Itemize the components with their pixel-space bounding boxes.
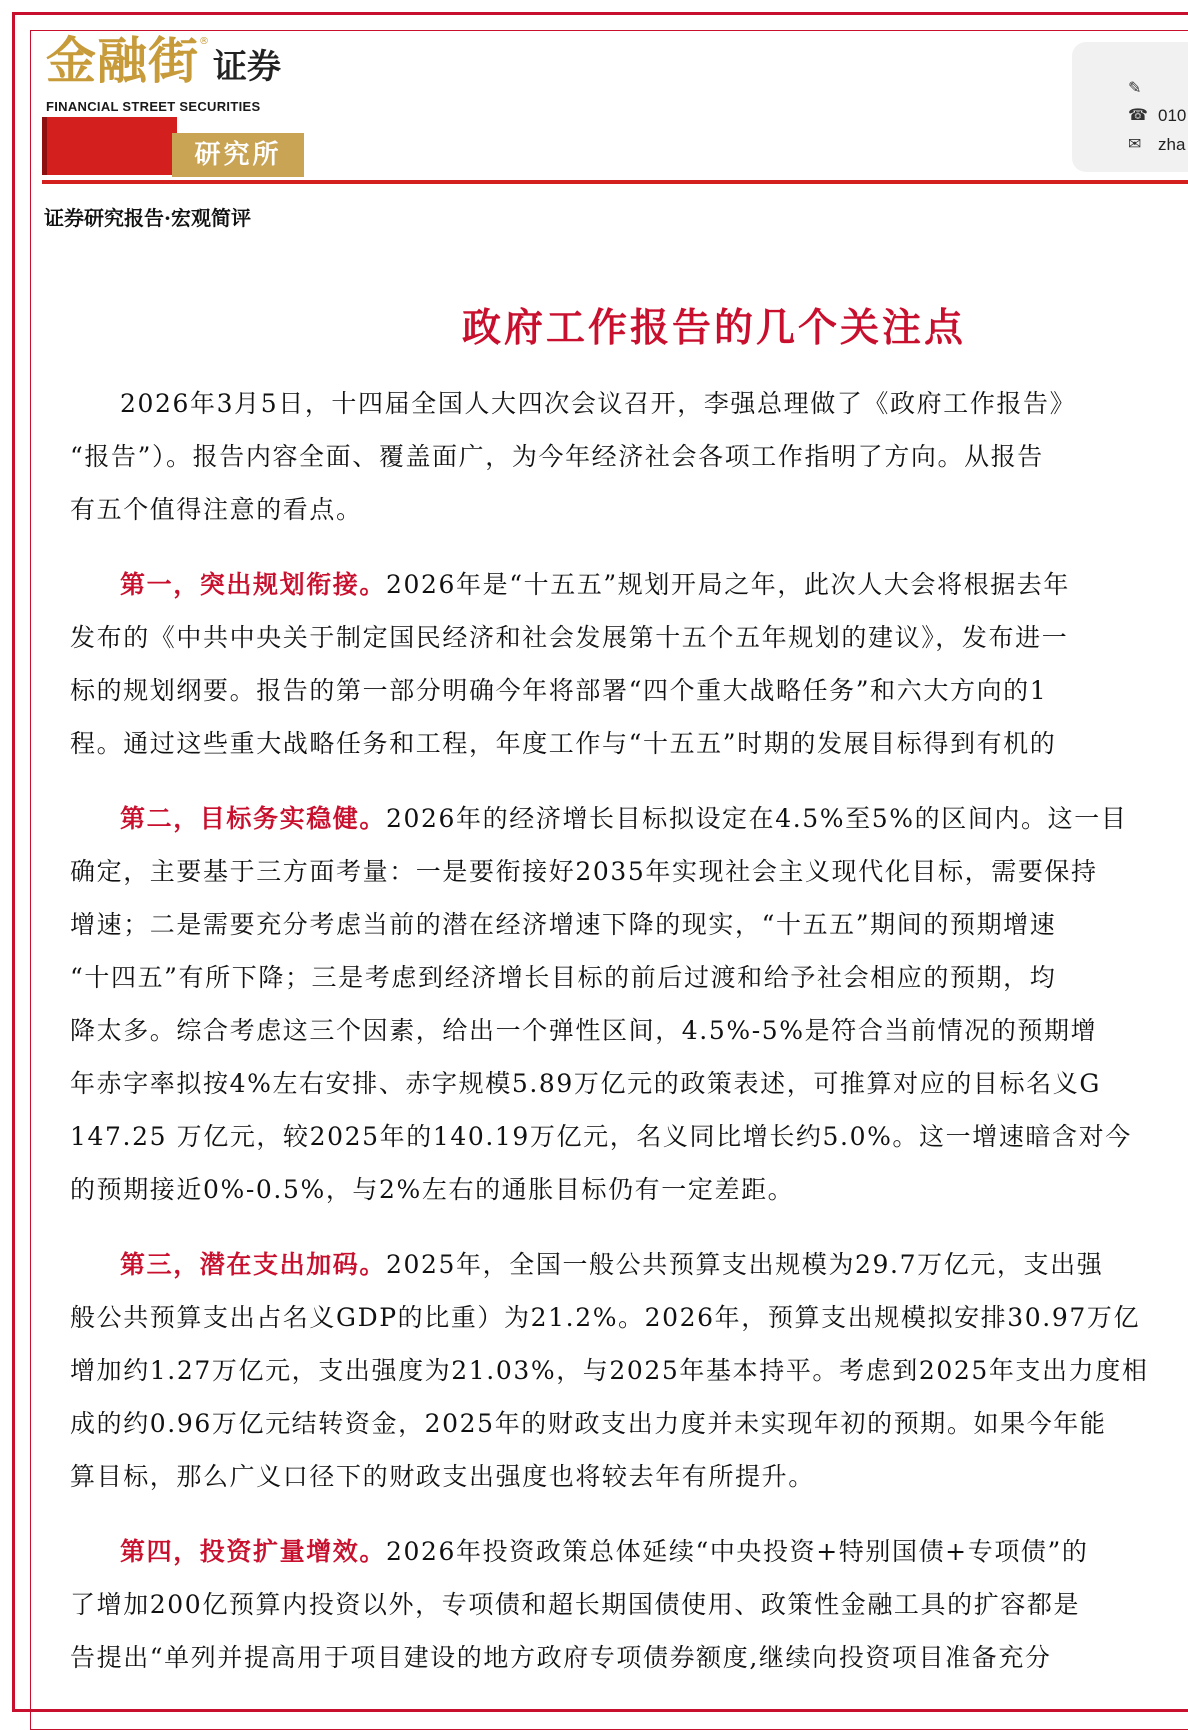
paragraph-line: 147.25 万亿元，较2025年的140.19万亿元，名义同比增长约5.0%。这一增速暗含对今 xyxy=(70,1122,1132,1151)
logo-chinese-name: 金融街 xyxy=(46,31,199,90)
paragraph-line: 2025年，全国一般公共预算支出规模为29.7万亿元，支出强 xyxy=(386,1250,1104,1279)
header-rule xyxy=(42,180,1188,184)
paragraph-point-2 xyxy=(70,792,1188,1216)
paragraph-line: 发布的《中共中央关于制定国民经济和社会发展第十五个五年规划的建议》，发布进一 xyxy=(70,623,1069,652)
paragraph-point-3 xyxy=(70,1238,1188,1503)
paragraph-line: 确定，主要基于三方面考量：一是要衔接好2035年实现社会主义现代化目标，需要保持 xyxy=(70,857,1098,886)
paragraph-line: 2026年是“十五五”规划开局之年，此次人大会将根据去年 xyxy=(386,570,1071,599)
report-body xyxy=(70,377,1188,1684)
paragraph-line: 般公共预算支出占名义GDP的比重）为21.2%。2026年，预算支出规模拟安排30.97万亿 xyxy=(70,1303,1141,1332)
pencil-icon: ✎ xyxy=(1128,78,1142,97)
point-heading: 第二，目标务实稳健。 xyxy=(120,804,387,833)
paragraph-line: 标的规划纲要。报告的第一部分明确今年将部署“四个重大战略任务”和六大方向的1 xyxy=(70,676,1048,705)
paragraph-line: “十四五”有所下降；三是考虑到经济增长目标的前后过渡和给予社会相应的预期，均 xyxy=(70,963,1057,992)
paragraph-point-4 xyxy=(70,1525,1188,1684)
paragraph-line: 增加约1.27万亿元，支出强度为21.03%，与2025年基本持平。考虑到2025年支出力度相 xyxy=(70,1356,1149,1385)
paragraph-line: 的预期接近0%-0.5%，与2%左右的通胀目标仍有一定差距。 xyxy=(70,1175,795,1204)
paragraph-line: “报告”）。报告内容全面、覆盖面广，为今年经济社会各项工作指明了方向。从报告 xyxy=(70,442,1044,471)
point-heading: 第一，突出规划衔接。 xyxy=(120,570,387,599)
paragraph-line: 了增加200亿预算内投资以外，专项债和超长期国债使用、政策性金融工具的扩容都是 xyxy=(70,1590,1081,1619)
logo-registered-mark: ® xyxy=(199,36,209,47)
paragraph-line: 2026年的经济增长目标拟设定在4.5%至5%的区间内。这一目 xyxy=(386,804,1128,833)
point-heading: 第三，潜在支出加码。 xyxy=(120,1250,387,1279)
paragraph-line: 算目标，那么广义口径下的财政支出强度也将较去年有所提升。 xyxy=(70,1462,815,1491)
paragraph-line: 成的约0.96万亿元结转资金，2025年的财政支出力度并未实现年初的预期。如果今年能 xyxy=(70,1409,1107,1438)
analyst-phone: 010 xyxy=(1158,106,1187,125)
company-logo xyxy=(46,31,281,90)
phone-icon: ☎ xyxy=(1128,105,1148,124)
header-red-block xyxy=(42,117,177,175)
institute-label: 研究所 xyxy=(172,133,304,177)
analyst-email: zha xyxy=(1158,135,1186,154)
report-type: 证券研究报告·宏观简评 xyxy=(44,206,251,230)
paragraph-intro xyxy=(70,377,1188,536)
logo-securities-text: 证券 xyxy=(213,47,281,87)
paragraph-line: 程。通过这些重大战略任务和工程，年度工作与“十五五”时期的发展目标得到有机的 xyxy=(70,729,1057,758)
paragraph-line: 降太多。综合考虑这三个因素，给出一个弹性区间，4.5%-5%是符合当前情况的预期增 xyxy=(70,1016,1098,1045)
paragraph-line: 年赤字率拟按4%左右安排、赤字规模5.89万亿元的政策表述，可推算对应的目标名义G xyxy=(70,1069,1101,1098)
paragraph-line: 2026年投资政策总体延续“中央投资+特别国债+专项债”的 xyxy=(386,1537,1089,1566)
paragraph-line: 2026年3月5日，十四届全国人大四次会议召开，李强总理做了《政府工作报告》 xyxy=(120,389,1077,418)
paragraph-point-1 xyxy=(70,558,1188,770)
paragraph-line: 告提出“单列并提高用于项目建设的地方政府专项债券额度,继续向投资项目准备充分 xyxy=(70,1643,1052,1672)
logo-english-name: FINANCIAL STREET SECURITIES xyxy=(46,99,261,114)
email-icon: ✉ xyxy=(1128,134,1142,153)
page-title: 政府工作报告的几个关注点 xyxy=(461,305,966,351)
point-heading: 第四，投资扩量增效。 xyxy=(120,1537,387,1566)
paragraph-line: 有五个值得注意的看点。 xyxy=(70,495,363,524)
paragraph-line: 增速；二是需要充分考虑当前的潜在经济增速下降的现实，“十五五”期间的预期增速 xyxy=(70,910,1057,939)
